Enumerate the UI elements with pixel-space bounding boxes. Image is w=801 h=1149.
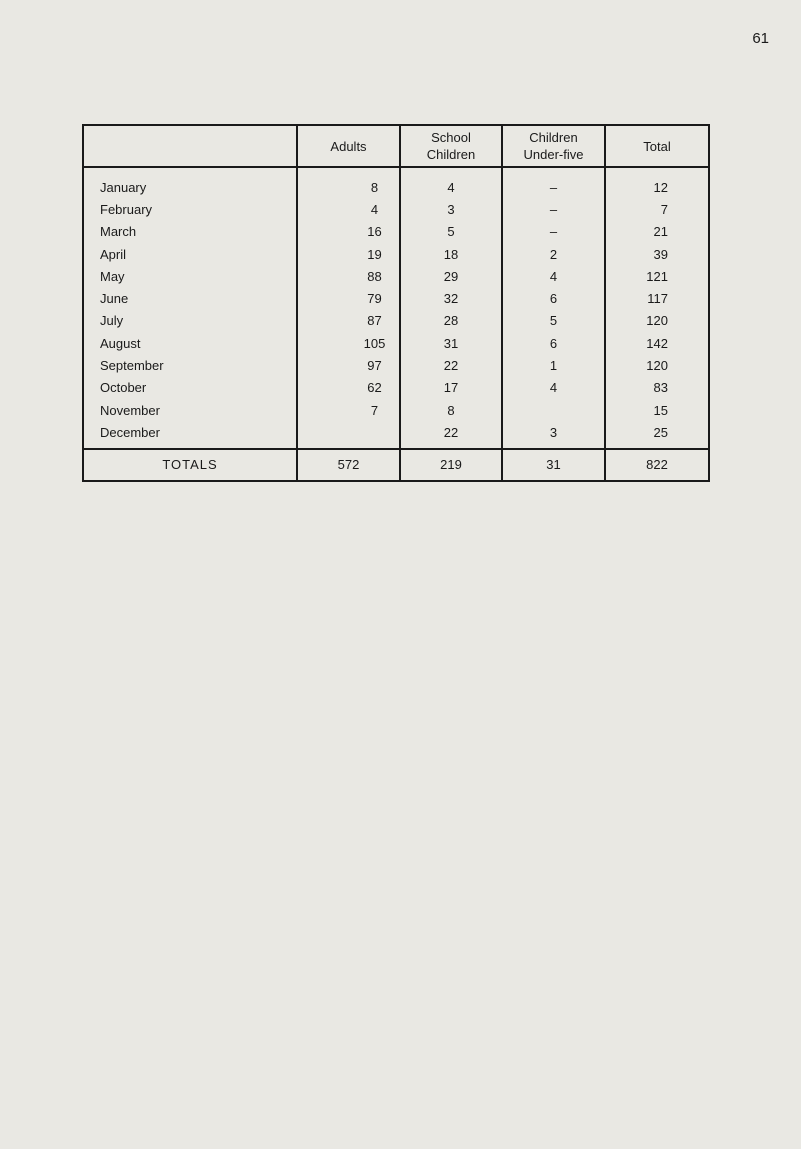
total-cell: 12 [605, 167, 709, 198]
month-cell: November [83, 399, 297, 421]
school-children-cell: 17 [400, 377, 502, 399]
children-under-five-cell: 6 [502, 287, 605, 309]
adults-cell: 87 [297, 310, 400, 332]
adults-cell: 19 [297, 243, 400, 265]
adults-cell: 79 [297, 287, 400, 309]
adults-cell: 62 [297, 377, 400, 399]
school-children-cell: 22 [400, 421, 502, 448]
table-row [83, 377, 709, 399]
adults-cell: 105 [297, 332, 400, 354]
children-under-five-cell: – [502, 221, 605, 243]
school-children-cell: 31 [400, 332, 502, 354]
children-under-five-cell: – [502, 198, 605, 220]
total-cell: 120 [605, 354, 709, 376]
total-cell: 7 [605, 198, 709, 220]
table-row [83, 354, 709, 376]
total-cell: 15 [605, 399, 709, 421]
total-cell: 83 [605, 377, 709, 399]
table-row [83, 310, 709, 332]
school-children-cell: 32 [400, 287, 502, 309]
header-adults-label: Adults [330, 138, 367, 154]
header-school-children [400, 125, 502, 167]
table-row [83, 265, 709, 287]
header-adults [297, 125, 400, 167]
total-cell: 25 [605, 421, 709, 448]
children-under-five-cell: 4 [502, 377, 605, 399]
month-cell: March [83, 221, 297, 243]
children-under-five-cell: 3 [502, 421, 605, 448]
total-cell: 120 [605, 310, 709, 332]
header-school-children-line-1: School [431, 130, 471, 145]
totals-total-cell: 822 [605, 449, 709, 481]
school-children-cell: 18 [400, 243, 502, 265]
header-children-under-five-line-1: Children [529, 130, 578, 145]
total-cell: 21 [605, 221, 709, 243]
month-cell: October [83, 377, 297, 399]
table-row [83, 198, 709, 220]
header-total [605, 125, 709, 167]
month-cell: July [83, 310, 297, 332]
table-row [83, 399, 709, 421]
header-children-under-five-line-2: Under-five [523, 147, 584, 162]
adults-cell: 88 [297, 265, 400, 287]
school-children-cell: 4 [400, 167, 502, 198]
header-children-under-five [502, 125, 605, 167]
totals-label: TOTALS [83, 449, 297, 481]
month-cell: April [83, 243, 297, 265]
children-under-five-cell: – [502, 167, 605, 198]
header-row [83, 125, 709, 167]
monthly-statistics-table [82, 124, 710, 482]
total-cell: 121 [605, 265, 709, 287]
children-under-five-cell [502, 399, 605, 421]
header-month [83, 125, 297, 167]
month-cell: June [83, 287, 297, 309]
adults-cell: 4 [297, 198, 400, 220]
table-row [83, 221, 709, 243]
month-cell: February [83, 198, 297, 220]
school-children-cell: 22 [400, 354, 502, 376]
children-under-five-cell: 2 [502, 243, 605, 265]
table-row [83, 421, 709, 448]
month-cell: December [83, 421, 297, 448]
month-cell: January [83, 167, 297, 198]
school-children-cell: 8 [400, 399, 502, 421]
adults-cell: 97 [297, 354, 400, 376]
school-children-cell: 29 [400, 265, 502, 287]
header-total-label: Total [643, 138, 671, 154]
school-children-cell: 5 [400, 221, 502, 243]
table-row [83, 287, 709, 309]
table-row [83, 243, 709, 265]
adults-cell: 16 [297, 221, 400, 243]
children-under-five-cell: 6 [502, 332, 605, 354]
month-cell: September [83, 354, 297, 376]
adults-cell [297, 421, 400, 448]
month-cell: May [83, 265, 297, 287]
children-under-five-cell: 5 [502, 310, 605, 332]
school-children-cell: 3 [400, 198, 502, 220]
header-school-children-line-2: Children [426, 147, 476, 162]
totals-row [83, 449, 709, 481]
total-cell: 142 [605, 332, 709, 354]
totals-school-children-cell: 219 [400, 449, 502, 481]
totals-children-under-five-cell: 31 [502, 449, 605, 481]
totals-adults-cell: 572 [297, 449, 400, 481]
children-under-five-cell: 4 [502, 265, 605, 287]
month-cell: August [83, 332, 297, 354]
total-cell: 117 [605, 287, 709, 309]
total-cell: 39 [605, 243, 709, 265]
adults-cell: 8 [297, 167, 400, 198]
children-under-five-cell: 1 [502, 354, 605, 376]
school-children-cell: 28 [400, 310, 502, 332]
table-row [83, 332, 709, 354]
table-row [83, 167, 709, 198]
page-number: 61 [752, 30, 769, 47]
adults-cell: 7 [297, 399, 400, 421]
